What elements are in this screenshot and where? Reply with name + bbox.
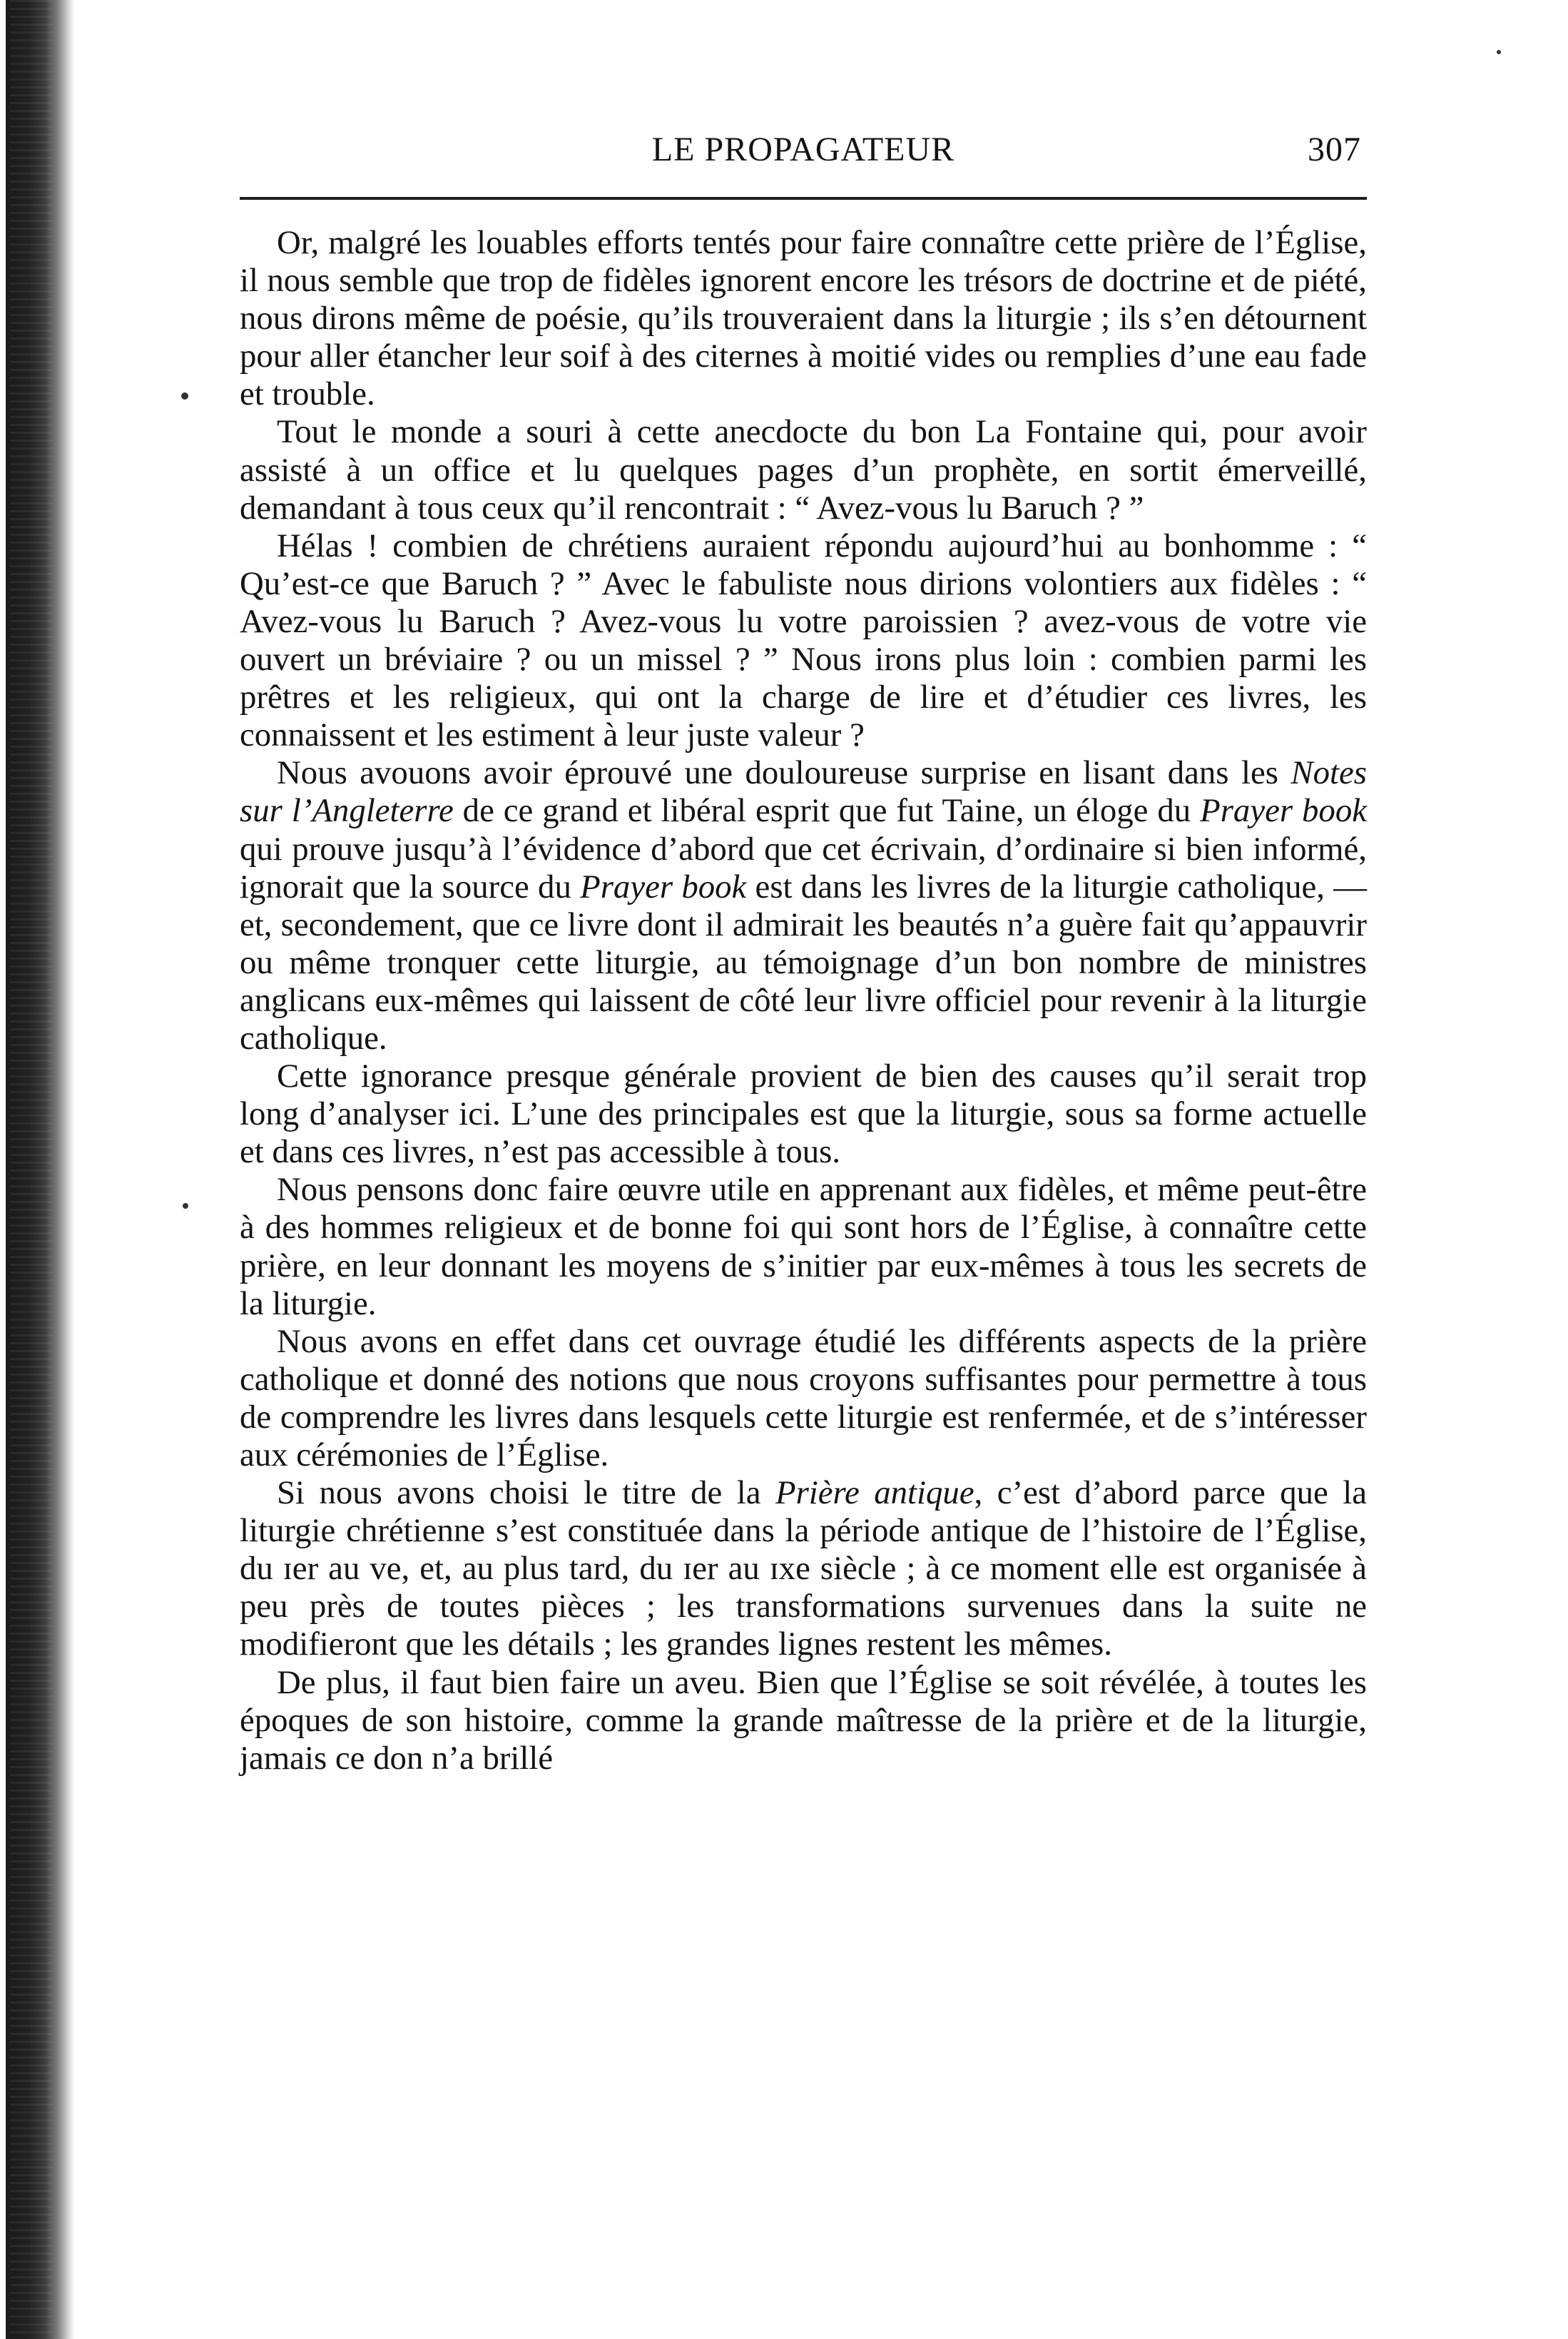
- paragraph: Nous pensons donc faire œuvre utile en apprenant aux fidèles, et même peut-être à des hommes religieux et de bonne foi qui sont hors de l’Église, à connaître cette prière, en leur donnant les moyens de s’initier par eux-mêmes à tous les secrets de la liturgie.: [240, 1171, 1367, 1322]
- page-header: [240, 120, 1367, 177]
- paragraph: Tout le monde a souri à cette anecdocte du bon La Fontaine qui, pour avoir assisté à un office et lu quelques pages d’un prophète, en sortit émerveillé, demandant à tous ceux qu’il rencontrait : “ Avez-vous lu Baruch ? ”: [240, 413, 1367, 527]
- book-title-prayer-book: Prayer book: [580, 868, 747, 905]
- text-run: de ce grand et libéral esprit que fut Taine, un éloge du: [453, 792, 1201, 830]
- margin-speck: [1497, 50, 1501, 54]
- paragraph: Cette ignorance presque générale provient de bien des causes qu’il serait trop long d’analyser ici. L’une des principales est que la liturgie, sous sa forme actuelle et dans ces livres, n’est pas accessible à tous.: [240, 1057, 1367, 1171]
- text-run: , c’est d’abord parce que la liturgie chrétienne s’est constituée dans la période antique de l’histoire de l’Église, du ɪer au ᴠe, et, au plus tard, du ɪer au ɪxe siècle ; à ce moment elle est organisée à peu près de toutes pièces ; les transformations survenues dans la suite ne modifieront que les détails ; les grandes lignes restent les mêmes.: [240, 1474, 1368, 1663]
- paragraph: Hélas ! combien de chrétiens auraient répondu aujourd’hui au bonhomme : “ Qu’est-ce que Baruch ? ” Avec le fabuliste nous dirions volontiers aux fidèles : “ Avez-vous lu Baruch ? Avez-vous lu votre paroissien ? avez-vous de votre vie ouvert un bréviaire ? ou un missel ? ” Nous irons plus loin : combien parmi les prêtres et les religieux, qui ont la charge de lire et d’étudier ces livres, les connaissent et les estiment à leur juste valeur ?: [240, 527, 1367, 754]
- paragraph: Or, malgré les louables efforts tentés pour faire connaître cette prière de l’Église, il nous semble que trop de fidèles ignorent encore les trésors de doctrine et de piété, nous dirons même de poésie, qu’ils trouveraient dans la liturgie ; ils s’en détournent pour aller étancher leur soif à des citernes à moitié vides ou remplies d’une eau fade et trouble.: [240, 224, 1367, 413]
- text-run: Si nous avons choisi le titre de la: [277, 1474, 775, 1512]
- book-title-prayer-book: Prayer book: [1200, 792, 1367, 830]
- body-text: [240, 224, 1367, 1777]
- book-title-notes-sur-angleterre: Notes sur l’Angleterre: [240, 754, 1367, 830]
- book-title-priere-antique: Prière antique: [775, 1474, 974, 1512]
- paragraph: De plus, il faut bien faire un aveu. Bien que l’Église se soit révélée, à toutes les époques de son histoire, comme la grande maîtresse de la prière et de la liturgie, jamais ce don n’a brillé: [240, 1663, 1367, 1777]
- text-run: qui prouve jusqu’à l’évidence d’abord que cet écrivain, d’ordinaire si bien informé, ignorait que la source du: [240, 830, 1367, 905]
- margin-speck: [181, 392, 188, 400]
- paragraph: Nous avons en effet dans cet ouvrage étudié les différents aspects de la prière catholique et donné des notions que nous croyons suffisantes pour permettre à tous de comprendre les livres dans lesquels cette liturgie est renfermée, et de s’intéresser aux cérémonies de l’Église.: [240, 1322, 1367, 1473]
- header-rule: [240, 197, 1367, 200]
- paragraph-with-title: [240, 1474, 1367, 1663]
- text-run: est dans les livres de la liturgie catholique, — et, secondement, que ce livre dont il admirait les beautés n’a guère fait qu’appauvrir ou même tronquer cette liturgie, au témoignage d’un bon nombre de ministres anglicans eux-mêmes qui laissent de côté leur livre officiel pour revenir à la liturgie catholique.: [240, 868, 1367, 1057]
- running-title: LE PROPAGATEUR: [651, 131, 955, 168]
- paragraph-with-titles: [240, 754, 1367, 1057]
- page-number: 307: [1308, 131, 1361, 168]
- book-binding-edge: [0, 0, 74, 2339]
- text-run: Nous avouons avoir éprouvé une douloureuse surprise en lisant dans les: [277, 754, 1291, 792]
- margin-speck: [183, 1203, 188, 1209]
